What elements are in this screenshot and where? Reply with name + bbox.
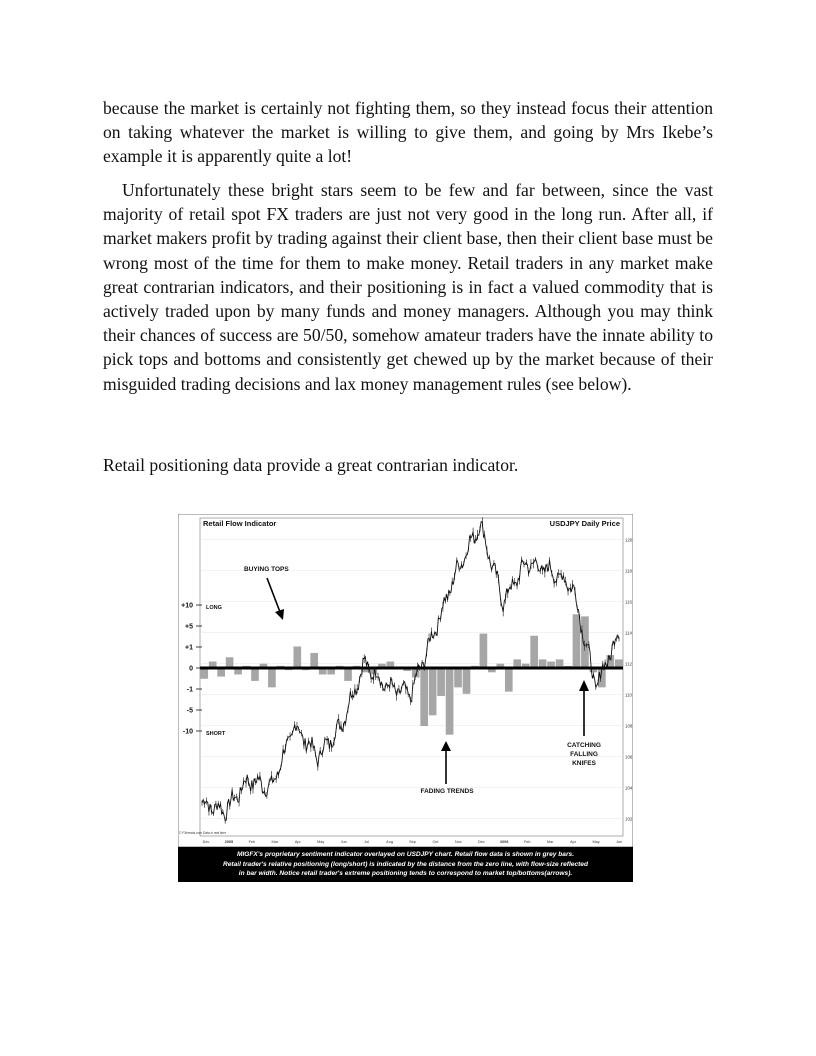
figure-caption bbox=[178, 847, 633, 882]
source-note: © FXtrends.com Data is real time bbox=[179, 831, 226, 835]
chart-title-right: USDJPY Daily Price bbox=[549, 519, 620, 528]
chart-frame bbox=[178, 514, 633, 847]
x-axis-tick-label: Nov bbox=[455, 840, 462, 844]
flow-bar bbox=[344, 668, 352, 681]
left-axis-tick-label: -10 bbox=[182, 728, 193, 736]
right-axis-tick-label: 102 bbox=[625, 816, 633, 822]
right-axis-tick-label: 112 bbox=[625, 661, 632, 667]
x-axis-tick-label: Aug bbox=[386, 840, 393, 844]
flow-bar bbox=[293, 647, 301, 669]
chart-title-left: Retail Flow Indicator bbox=[203, 519, 277, 528]
x-axis-tick-label: 2006 bbox=[500, 840, 509, 844]
paragraph-2: Unfortunately these bright stars seem to be few and far between, since the vast majority of retail spot FX traders are just not very good in the long run. After all, if market makers profit by trading against their client base, then their client base must be wrong most of the time for them to make money. Retail traders in any market make great contrarian indicators, and their positioning is in fact a valued commodity that is actively traded upon by many funds and money managers. Although you may think their chances of success are 50/50, somehow amateur traders have the innate ability to pick tops and bottoms and consistently get chewed up by the market because of their misguided trading decisions and lax money management rules (see below). bbox=[103, 180, 713, 394]
paragraph-3: Retail positioning data provide a great contrarian indicator. bbox=[103, 455, 519, 475]
short-label: SHORT bbox=[206, 731, 226, 737]
x-axis-tick-label: Jun bbox=[615, 840, 623, 844]
annotation-catching-3: KNIFES bbox=[572, 760, 596, 767]
x-axis-tick-label: Mar bbox=[271, 840, 279, 844]
x-axis-tick-label: Oct bbox=[432, 840, 439, 844]
x-axis-tick-label: May bbox=[592, 840, 600, 844]
right-axis-tick-label: 116 bbox=[625, 599, 632, 605]
flow-bar bbox=[446, 668, 454, 735]
x-axis-tick-label: Apr bbox=[570, 840, 577, 844]
left-axis-tick-label: +5 bbox=[185, 623, 193, 631]
retail-flow-figure bbox=[178, 514, 633, 882]
annotation-catching-1: CATCHING bbox=[567, 742, 601, 749]
right-axis-tick-label: 108 bbox=[625, 723, 633, 729]
flow-bar bbox=[420, 668, 428, 726]
x-axis-tick-label: Feb bbox=[523, 840, 531, 844]
x-axis-tick-label: Sep bbox=[409, 840, 416, 844]
flow-bar bbox=[200, 668, 208, 679]
x-axis-tick-label: Apr bbox=[294, 840, 301, 844]
flow-bar bbox=[505, 668, 513, 692]
flow-bar bbox=[429, 668, 437, 715]
x-axis-tick-label: Jun bbox=[340, 840, 347, 844]
flow-bar bbox=[573, 614, 581, 668]
left-axis-tick-label: -5 bbox=[186, 707, 193, 715]
right-axis-tick-label: 114 bbox=[625, 630, 632, 636]
right-axis-tick-label: 110 bbox=[625, 692, 632, 698]
caption-line-2: Retail trader's relative positioning (long/short) is indicated by the distance from the zero line, with flow-size reflected bbox=[222, 860, 589, 868]
left-axis-tick-label: -1 bbox=[186, 686, 193, 694]
annotation-buying-tops: BUYING TOPS bbox=[244, 566, 289, 573]
x-axis-tick-label: Mar bbox=[546, 840, 554, 844]
right-axis-tick-label: 104 bbox=[625, 785, 633, 791]
caption-line-1: MIGFX's proprietary sentiment indicator overlayed on USDJPY chart. Retail flow data is shown in grey bars. bbox=[236, 851, 575, 858]
flow-bar bbox=[268, 668, 276, 687]
flow-bar bbox=[310, 653, 318, 668]
retail-flow-chart bbox=[178, 514, 633, 847]
flow-bar bbox=[530, 636, 538, 668]
flow-bar bbox=[454, 668, 462, 687]
flow-bar bbox=[480, 634, 488, 668]
x-axis-tick-label: 2005 bbox=[224, 840, 234, 844]
paragraph-1: because the market is certainly not fighting them, so they instead focus their attention on taking whatever the market is willing to give them, and going by Mrs Ikebe’s example it is apparently quite a lot! bbox=[103, 98, 713, 167]
flow-bar bbox=[463, 668, 471, 694]
x-axis-tick-label: Feb bbox=[248, 840, 256, 844]
flow-bar bbox=[437, 668, 445, 696]
flow-bar bbox=[226, 657, 234, 668]
right-axis-tick-label: 106 bbox=[625, 754, 633, 760]
long-label: LONG bbox=[206, 605, 222, 611]
right-axis-tick-label: 118 bbox=[625, 568, 632, 574]
left-axis-tick-label: 0 bbox=[189, 665, 193, 673]
x-axis-tick-label: Jul bbox=[364, 840, 370, 844]
annotation-fading-trends: FADING TRENDS bbox=[420, 788, 474, 795]
right-axis-tick-label: 120 bbox=[625, 537, 633, 543]
left-axis-tick-label: +1 bbox=[185, 644, 193, 652]
x-axis-tick-label: Dec bbox=[202, 840, 210, 844]
x-axis-tick-label: May bbox=[317, 840, 325, 844]
annotation-catching-2: FALLING bbox=[570, 751, 598, 758]
left-axis-tick-label: +10 bbox=[181, 602, 193, 610]
flow-bar bbox=[251, 668, 259, 681]
flow-bar bbox=[581, 616, 589, 668]
caption-line-3: in bar width. Notice retail trader's extreme positioning tends to correspond to market top/bottoms(arrows). bbox=[238, 870, 573, 878]
x-axis-tick-label: Dec bbox=[477, 840, 485, 844]
